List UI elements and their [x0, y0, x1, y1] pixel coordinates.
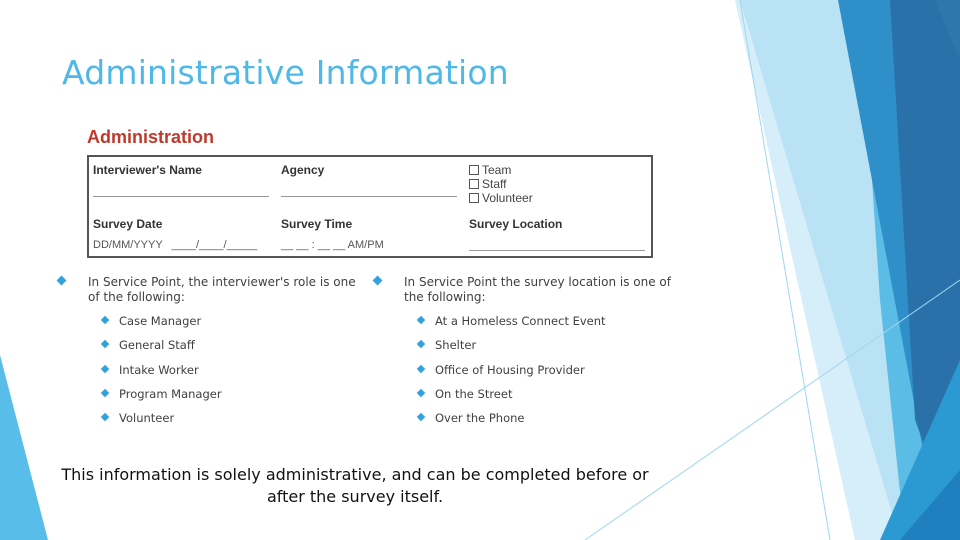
list-item	[119, 387, 222, 401]
list-item-label: Shelter	[435, 338, 477, 352]
left-intro-text: In Service Point, the interviewer's role is one of the following:	[88, 275, 356, 304]
right-column-intro	[404, 275, 679, 305]
list-item	[435, 338, 476, 352]
survey-date-blank: ____/____/_____	[171, 239, 258, 251]
list-item	[435, 387, 512, 401]
survey-location-field[interactable]	[469, 250, 645, 251]
left-column-intro	[88, 275, 358, 305]
list-item	[435, 411, 524, 425]
list-item	[119, 338, 195, 352]
role-option-label: Team	[482, 163, 512, 177]
agency-field[interactable]	[281, 196, 457, 197]
role-option-staff[interactable]	[469, 177, 506, 191]
survey-time-label: Survey Time	[281, 217, 353, 231]
checkbox-icon	[469, 179, 479, 189]
list-item	[119, 363, 199, 377]
list-item-label: Case Manager	[119, 314, 202, 328]
survey-time-field[interactable]: __ __ : __ __ AM/PM	[281, 239, 384, 251]
list-item-label: General Staff	[119, 338, 195, 352]
page-title: Administrative Information	[62, 53, 509, 92]
role-option-team[interactable]	[469, 163, 511, 177]
list-item-label: Office of Housing Provider	[435, 363, 585, 377]
interviewer-name-field[interactable]	[93, 196, 269, 197]
list-item-label: Intake Worker	[119, 363, 199, 377]
survey-date-label: Survey Date	[93, 217, 163, 231]
agency-label: Agency	[281, 163, 325, 177]
right-intro-text: In Service Point the survey location is one of the following:	[404, 275, 671, 304]
checkbox-icon	[469, 165, 479, 175]
administration-form	[87, 155, 653, 258]
form-heading: Administration	[87, 127, 215, 147]
role-option-volunteer[interactable]	[469, 191, 533, 205]
list-item	[435, 363, 585, 377]
list-item	[119, 411, 174, 425]
checkbox-icon	[469, 193, 479, 203]
list-item-label: On the Street	[435, 387, 513, 401]
list-item-label: At a Homeless Connect Event	[435, 314, 606, 328]
survey-location-label: Survey Location	[469, 217, 563, 231]
role-option-label: Volunteer	[482, 191, 533, 205]
survey-date-field[interactable]	[93, 239, 257, 251]
list-item-label: Program Manager	[119, 387, 222, 401]
list-item-label: Volunteer	[119, 411, 175, 425]
list-item	[119, 314, 201, 328]
survey-date-format: DD/MM/YYYY	[93, 239, 163, 251]
role-option-label: Staff	[482, 177, 507, 191]
list-item-label: Over the Phone	[435, 411, 525, 425]
list-item	[435, 314, 606, 328]
footer-note: This information is solely administrative, and can be completed before or after the survey itself.	[61, 465, 649, 506]
interviewer-name-label: Interviewer's Name	[93, 163, 202, 177]
